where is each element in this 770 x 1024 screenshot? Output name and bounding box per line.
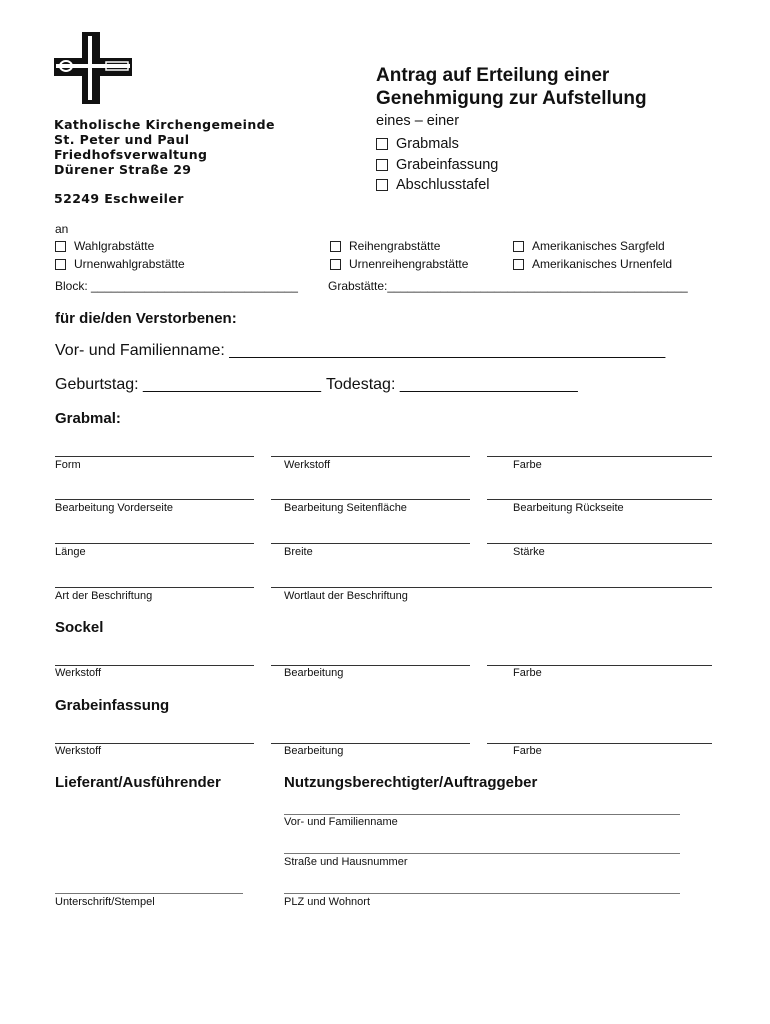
wortlaut-input-line[interactable] [271,587,712,588]
label-form: Form [55,459,81,471]
option-abschlusstafel[interactable]: Abschlusstafel [376,175,498,196]
checkbox-grabmals[interactable] [376,138,388,150]
staerke-input-line[interactable] [487,543,712,544]
checkbox-grabeinfassung[interactable] [376,159,388,171]
nutzung-plz-input-line[interactable] [284,893,680,894]
option-amerikanisches-sargfeld[interactable]: Amerikanisches Sargfeld [513,237,672,255]
option-grabeinfassung[interactable]: Grabeinfassung [376,155,498,176]
checkbox-amerikanisches-urnenfeld[interactable] [513,259,524,270]
sockel-label-bearbeitung: Bearbeitung [284,667,344,679]
einfassung-label-bearbeitung: Bearbeitung [284,745,344,757]
label-bearbeitung-seitenflaeche: Bearbeitung Seitenfläche [284,502,407,514]
form-title-line1: Antrag auf Erteilung einer [376,65,610,86]
einfassung-bearbeitung-input-line[interactable] [271,743,470,744]
label-werkstoff: Werkstoff [284,459,331,471]
label-unterschrift-stempel: Unterschrift/Stempel [55,896,155,908]
werkstoff-input-line[interactable] [271,456,470,457]
checkbox-amerikanisches-sargfeld[interactable] [513,241,524,252]
label-breite: Breite [284,546,313,558]
grabeinfassung-heading: Grabeinfassung [55,697,170,714]
form-title-line2: Genehmigung zur Aufstellung [376,88,647,109]
vorderseite-input-line[interactable] [55,499,254,500]
nutzung-label-name: Vor- und Familienname [284,816,398,828]
org-line1: Katholische Kirchengemeinde [54,117,275,132]
sockel-label-farbe: Farbe [513,667,542,679]
an-label: an [55,222,69,236]
nutzung-heading: Nutzungsberechtigter/Auftraggeber [284,774,538,791]
einfassung-label-farbe: Farbe [513,745,542,757]
deceased-name-field[interactable]: Vor- und Familienname: _________________________________________________ [55,342,666,359]
nutzung-strasse-input-line[interactable] [284,853,680,854]
label-farbe: Farbe [513,459,542,471]
einfassung-farbe-input-line[interactable] [487,743,712,744]
sockel-label-werkstoff: Werkstoff [55,667,102,679]
deceased-heading: für die/den Verstorbenen: [55,310,237,327]
farbe-input-line[interactable] [487,456,712,457]
sockel-bearbeitung-input-line[interactable] [271,665,470,666]
option-urnenwahlgrabstaette[interactable]: Urnenwahlgrabstätte [55,255,185,273]
sockel-farbe-input-line[interactable] [487,665,712,666]
church-cross-logo [52,30,134,104]
seitenflaeche-input-line[interactable] [271,499,470,500]
sockel-heading: Sockel [55,619,104,636]
lieferant-heading: Lieferant/Ausführender [55,774,221,791]
rueckseite-input-line[interactable] [487,499,712,500]
checkbox-wahlgrabstaette[interactable] [55,241,66,252]
label-staerke: Stärke [513,546,545,558]
option-amerikanisches-urnenfeld[interactable]: Amerikanisches Urnenfeld [513,255,672,273]
option-wahlgrabstaette[interactable]: Wahlgrabstätte [55,237,185,255]
checkbox-abschlusstafel[interactable] [376,179,388,191]
org-line2: St. Peter und Paul [54,132,190,147]
eines-label: eines – einer [376,113,460,129]
grabstaette-field[interactable]: Grabstätte:_____________________________________________ [328,279,688,293]
org-line4: Dürener Straße 29 [54,162,192,177]
label-art-beschriftung: Art der Beschriftung [55,590,153,602]
nutzung-name-input-line[interactable] [284,814,680,815]
label-wortlaut-beschriftung: Wortlaut der Beschriftung [284,590,408,602]
breite-input-line[interactable] [271,543,470,544]
sockel-werkstoff-input-line[interactable] [55,665,254,666]
nutzung-label-plz: PLZ und Wohnort [284,896,371,908]
option-urnenreihengrabstaette[interactable]: Urnenreihengrabstätte [330,255,468,273]
art-beschriftung-input-line[interactable] [55,587,254,588]
einfassung-werkstoff-input-line[interactable] [55,743,254,744]
org-address [54,117,275,177]
form-input-line[interactable] [55,456,254,457]
label-laenge: Länge [55,546,86,558]
laenge-input-line[interactable] [55,543,254,544]
org-line3: Friedhofsverwaltung [54,147,208,162]
option-reihengrabstaette[interactable]: Reihengrabstätte [330,237,468,255]
deathday-field[interactable]: Todestag: ____________________ [326,376,578,393]
label-bearbeitung-vorderseite: Bearbeitung Vorderseite [55,502,174,514]
block-field[interactable]: Block: _______________________________ [55,279,298,293]
org-city: 52249 Eschweiler [54,191,184,206]
signature-input-line[interactable] [55,893,243,894]
nutzung-label-strasse: Straße und Hausnummer [284,856,408,868]
einfassung-label-werkstoff: Werkstoff [55,745,102,757]
birthday-field[interactable]: Geburtstag: ____________________ [55,376,322,393]
option-grabmals[interactable]: Grabmals [376,134,498,155]
checkbox-urnenwahlgrabstaette[interactable] [55,259,66,270]
checkbox-urnenreihengrabstaette[interactable] [330,259,341,270]
grabmal-heading: Grabmal: [55,410,121,427]
label-bearbeitung-rueckseite: Bearbeitung Rückseite [513,502,624,514]
checkbox-reihengrabstaette[interactable] [330,241,341,252]
